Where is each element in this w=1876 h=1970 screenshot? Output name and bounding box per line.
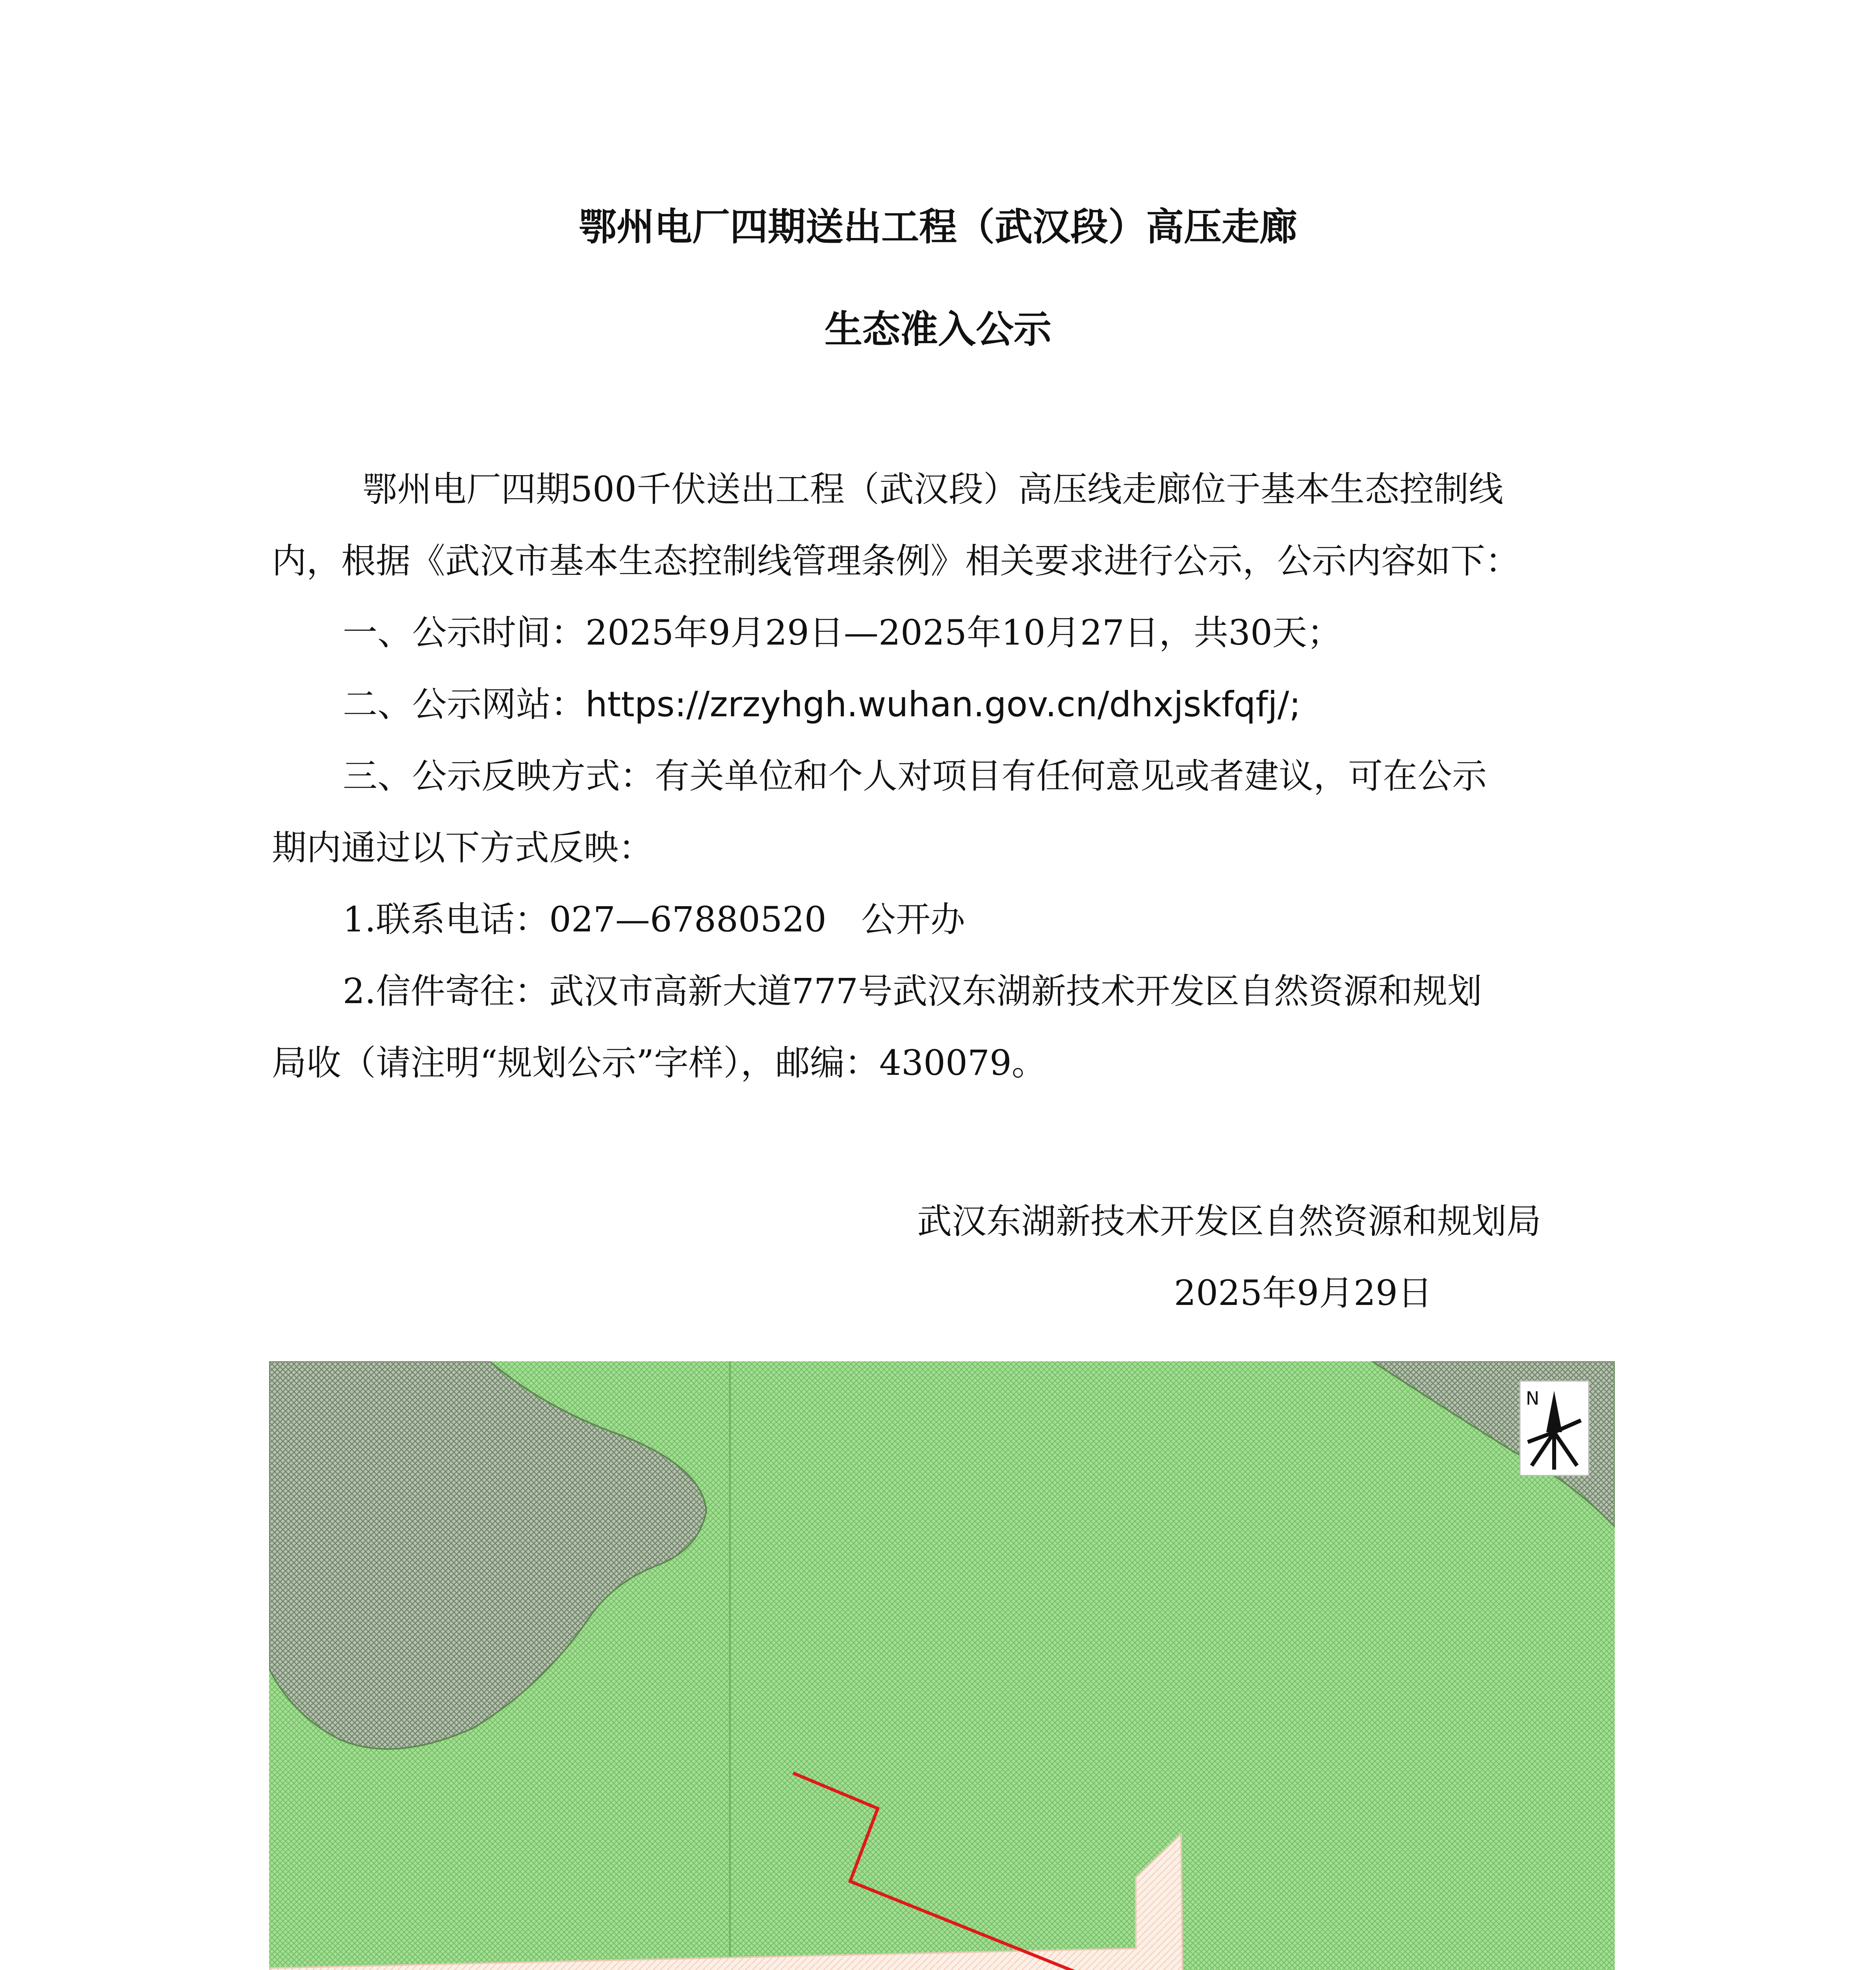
- contact-mail-line2: 局收（请注明“规划公示”字样），邮编：430079。: [272, 1043, 1046, 1083]
- intro-paragraph-line1: 鄂州电厂四期500千伏送出工程（武汉段）高压线走廊位于基本生态控制线: [362, 469, 1503, 509]
- page-title-line1: 鄂州电厂四期送出工程（武汉段）高压走廊: [579, 205, 1297, 249]
- signature-organization: 武汉东湖新技术开发区自然资源和规划局: [917, 1201, 1542, 1241]
- notice-website-link[interactable]: https://zrzyhgh.wuhan.gov.cn/dhxjskfqfj/;: [585, 684, 1301, 725]
- signature-date: 2025年9月29日: [1174, 1273, 1432, 1313]
- contact-mail-line1: 2.信件寄往：武汉市高新大道777号武汉东湖新技术开发区自然资源和规划: [343, 971, 1482, 1011]
- feedback-method-line2: 期内通过以下方式反映：: [272, 827, 654, 868]
- feedback-method-line1: 三、公示反映方式：有关单位和个人对项目有任何意见或者建议，可在公示: [343, 756, 1487, 796]
- contact-phone: 1.联系电话：027—67880520 公开办: [343, 899, 965, 940]
- notice-time: 一、公示时间：2025年9月29日—2025年10月27日，共30天；: [343, 612, 1342, 653]
- intro-paragraph-line2: 内，根据《武汉市基本生态控制线管理条例》相关要求进行公示，公示内容如下：: [272, 541, 1520, 581]
- north-arrow-icon: [1520, 1381, 1589, 1476]
- zoning-map: [269, 1361, 1615, 1970]
- page-title-line2: 生态准入公示: [825, 307, 1051, 351]
- notice-website: [343, 685, 1674, 724]
- notice-website-label: 二、公示网站：: [343, 684, 586, 725]
- north-arrow-label: N: [1526, 1388, 1540, 1409]
